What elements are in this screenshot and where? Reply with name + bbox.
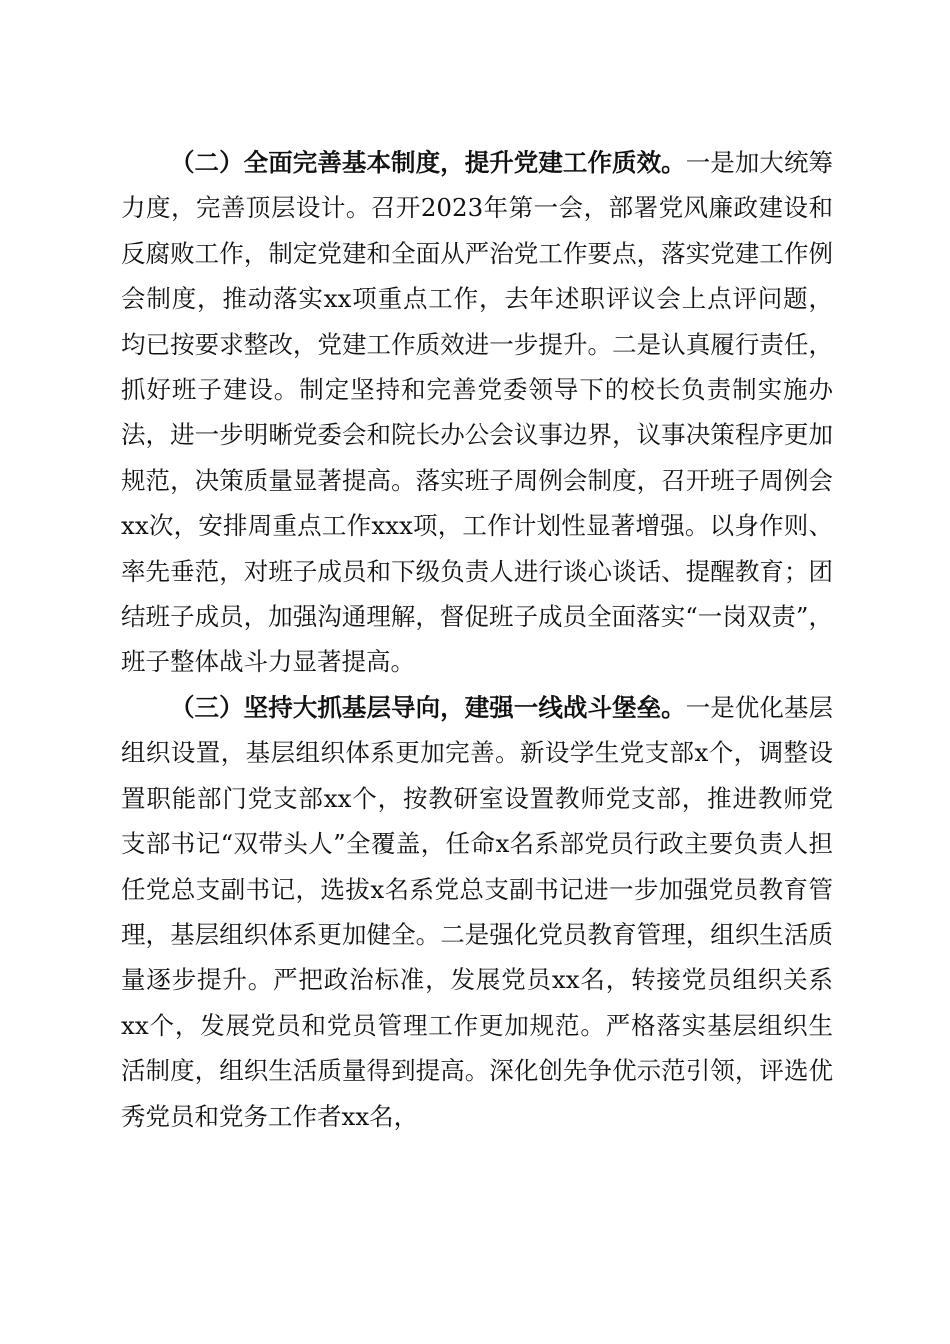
section-two-body: 一是加大统筹力度，完善顶层设计。召开2023年第一会，部署党风廉政建设和反腐败工作，制定党建和全面从严治党工作要点，落实党建工作例会制度，推动落实xx项重点工作，去年述职评议会上点评问题，均已按要求整改，党建工作质效进一步提升。二是认真履行责任，抓好班子建设。制定坚持和完善党委领导下的校长负责制实施办法，进一步明晰党委会和院长办公会议事边界，议事决策程序更加规范，决策质量显著提高。落实班子周例会制度，召开班子周例会xx次，安排周重点工作xxx项，工作计划性显著增强。以身作则、率先垂范，对班子成员和下级负责人进行谈心谈话、提醒教育；团结班子成员，加强沟通理解，督促班子成员全面落实“一岗双责”，班子整体战斗力显著提高。 — [121, 148, 834, 677]
paragraph-section-two — [121, 140, 833, 685]
document-body — [121, 140, 833, 1139]
paragraph-section-three — [121, 685, 833, 1139]
section-two-heading: （二）全面完善基本制度，提升党建工作质效。 — [170, 148, 686, 177]
section-three-body: 一是优化基层组织设置，基层组织体系更加完善。新设学生党支部x个，调整设置职能部门党支部xx个，按教研室设置教师党支部，推进教师党支部书记“双带头人”全覆盖，任命x名系部党员行政主要负责人担任党总支副书记，选拔x名系党总支副书记进一步加强党员教育管理，基层组织体系更加健全。二是强化党员教育管理，组织生活质量逐步提升。严把政治标准，发展党员xx名，转接党员组织关系xx个，发展党员和党员管理工作更加规范。严格落实基层组织生活制度，组织生活质量得到提高。深化创先争优示范引领，评选优秀党员和党务工作者xx名， — [121, 692, 834, 1131]
section-three-heading: （三）坚持大抓基层导向，建强一线战斗堡垒。 — [170, 692, 686, 722]
